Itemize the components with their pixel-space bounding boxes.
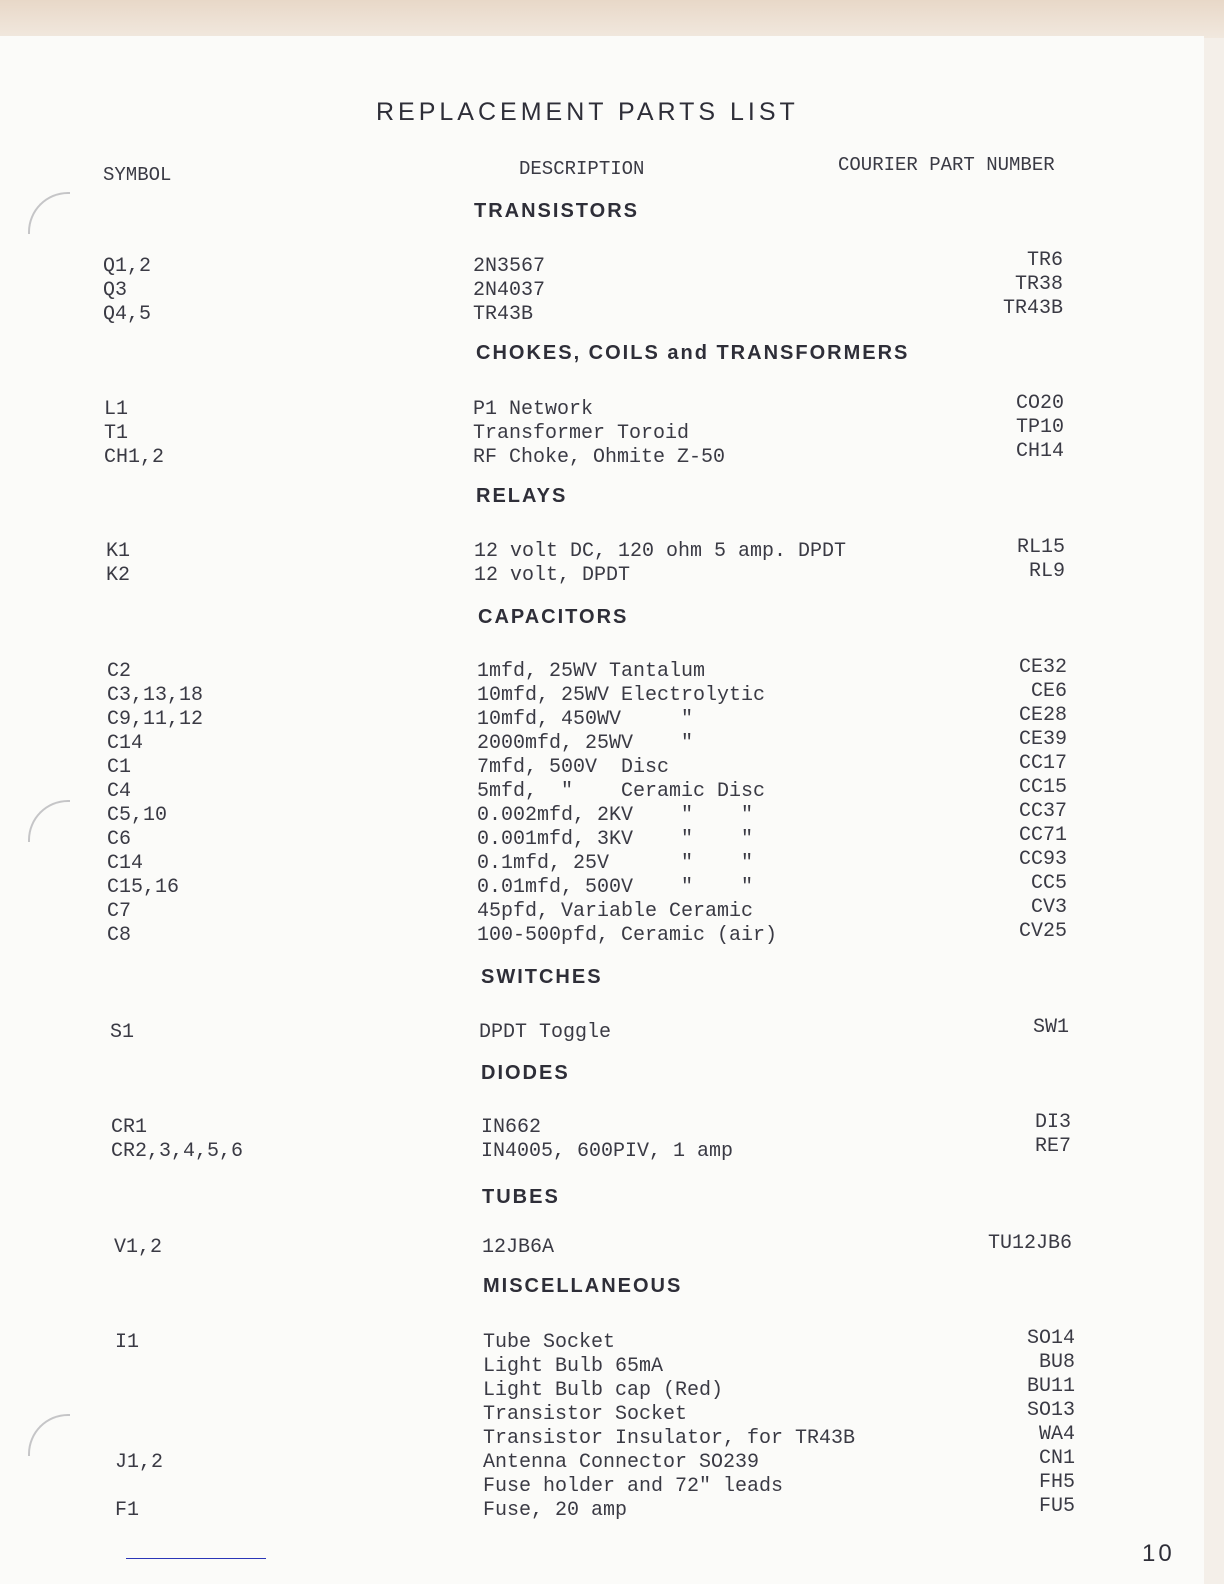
- symbol-cell-column: [106, 540, 130, 588]
- symbol-cell: I1: [115, 1331, 140, 1354]
- part-number-cell: BU8: [1038, 1351, 1075, 1374]
- section-heading: TRANSISTORS: [474, 200, 639, 222]
- symbol-cell: Q4,5: [103, 303, 152, 326]
- scan-top-edge: [0, 0, 1224, 38]
- part-number-cell: CN1: [1038, 1447, 1075, 1470]
- symbol-cell-column: [114, 1236, 162, 1260]
- symbol-cell: C15,16: [107, 876, 180, 899]
- part-number-cell: CO20: [1015, 392, 1064, 415]
- part-number-cell: CE28: [1018, 704, 1067, 727]
- symbol-cell: [115, 1427, 163, 1451]
- description-cell: Antenna Connector SO239: [483, 1451, 760, 1474]
- part-number-cell-column: [932, 1232, 1072, 1256]
- description-cell: Light Bulb cap (Red): [483, 1379, 724, 1402]
- underline-mark: [126, 1558, 266, 1559]
- symbol-cell: V1,2: [114, 1236, 163, 1259]
- symbol-cell: C2: [107, 660, 132, 683]
- description-cell: IN662: [481, 1116, 542, 1139]
- part-number-column-header: COURIER PART NUMBER: [838, 154, 1055, 176]
- part-number-cell: FU5: [1038, 1495, 1075, 1518]
- symbol-cell: C14: [107, 852, 144, 875]
- description-cell: 0.01mfd, 500V " ": [477, 876, 754, 899]
- symbol-cell: Q1,2: [103, 255, 152, 278]
- symbol-cell: [115, 1475, 163, 1499]
- part-number-cell: SO14: [1026, 1327, 1075, 1350]
- part-number-cell: TR43B: [1002, 297, 1063, 320]
- description-cell: RF Choke, Ohmite Z-50: [473, 446, 726, 469]
- symbol-cell: K2: [106, 564, 131, 587]
- part-number-cell: DI3: [1034, 1111, 1071, 1134]
- description-cell: Transistor Insulator, for TR43B: [483, 1427, 856, 1450]
- description-cell: TR43B: [473, 303, 534, 326]
- symbol-cell-column: [115, 1331, 163, 1523]
- part-number-cell: TR38: [1014, 273, 1063, 296]
- description-cell-column: [474, 540, 846, 588]
- part-number-cell: RL15: [1016, 536, 1065, 559]
- description-cell: IN4005, 600PIV, 1 amp: [481, 1140, 734, 1163]
- description-cell: 45pfd, Variable Ceramic: [477, 900, 754, 923]
- symbol-cell: [115, 1403, 163, 1427]
- symbol-cell: [115, 1379, 163, 1403]
- symbol-cell: F1: [115, 1499, 140, 1522]
- part-number-cell: CC5: [1030, 872, 1067, 895]
- part-number-cell-column: [927, 656, 1067, 944]
- description-cell: 100-500pfd, Ceramic (air): [477, 924, 778, 947]
- description-cell: Transformer Toroid: [473, 422, 690, 445]
- part-number-cell: TP10: [1015, 416, 1064, 439]
- description-cell: 0.1mfd, 25V " ": [477, 852, 754, 875]
- symbol-cell-column: [103, 255, 151, 327]
- description-cell: Transistor Socket: [483, 1403, 688, 1426]
- part-number-cell: CC71: [1018, 824, 1067, 847]
- symbol-cell: CR2,3,4,5,6: [111, 1140, 244, 1163]
- part-number-cell: SO13: [1026, 1399, 1075, 1422]
- section-heading: RELAYS: [476, 485, 568, 507]
- description-cell: 12JB6A: [482, 1236, 555, 1259]
- symbol-cell-column: [104, 398, 164, 470]
- part-number-cell: RL9: [1028, 560, 1065, 583]
- part-number-cell: TR6: [1026, 249, 1063, 272]
- part-number-cell: CC17: [1018, 752, 1067, 775]
- part-number-cell: CV3: [1030, 896, 1067, 919]
- part-number-cell: CC15: [1018, 776, 1067, 799]
- part-number-cell: CE39: [1018, 728, 1067, 751]
- part-number-cell: CV25: [1018, 920, 1067, 943]
- symbol-cell: C14: [107, 732, 144, 755]
- symbol-cell: C7: [107, 900, 132, 923]
- description-cell: 1mfd, 25WV Tantalum: [477, 660, 706, 683]
- description-cell: 5mfd, " Ceramic Disc: [477, 780, 766, 803]
- page-title: REPLACEMENT PARTS LIST: [376, 98, 799, 126]
- symbol-cell: C3,13,18: [107, 684, 204, 707]
- symbol-cell: C8: [107, 924, 132, 947]
- part-number-cell: SW1: [1032, 1016, 1069, 1039]
- description-cell: 0.001mfd, 3KV " ": [477, 828, 754, 851]
- description-cell: Tube Socket: [483, 1331, 616, 1354]
- symbol-column-header: SYMBOL: [103, 164, 172, 186]
- description-cell-column: [481, 1116, 733, 1164]
- part-number-cell: CH14: [1015, 440, 1064, 463]
- part-number-cell: TU12JB6: [987, 1232, 1072, 1255]
- section-heading: TUBES: [482, 1186, 560, 1208]
- symbol-cell: CR1: [111, 1116, 148, 1139]
- symbol-cell: CH1,2: [104, 446, 165, 469]
- part-number-cell: WA4: [1038, 1423, 1075, 1446]
- description-cell: DPDT Toggle: [479, 1021, 612, 1044]
- part-number-cell: CE32: [1018, 656, 1067, 679]
- description-cell-column: [479, 1021, 611, 1045]
- part-number-cell-column: [931, 1111, 1071, 1159]
- description-cell-column: [473, 255, 545, 327]
- section-heading: SWITCHES: [481, 966, 603, 988]
- description-cell: 2N4037: [473, 279, 546, 302]
- symbol-cell: C6: [107, 828, 132, 851]
- part-number-cell: FH5: [1038, 1471, 1075, 1494]
- part-number-cell: BU11: [1026, 1375, 1075, 1398]
- symbol-cell: Q3: [103, 279, 128, 302]
- description-cell: Fuse holder and 72" leads: [483, 1475, 784, 1498]
- description-cell: Fuse, 20 amp: [483, 1499, 628, 1522]
- description-cell: Light Bulb 65mA: [483, 1355, 664, 1378]
- part-number-cell-column: [935, 1327, 1075, 1519]
- description-cell: 0.002mfd, 2KV " ": [477, 804, 754, 827]
- description-cell-column: [483, 1331, 855, 1523]
- symbol-cell: C4: [107, 780, 132, 803]
- symbol-cell-column: [111, 1116, 243, 1164]
- part-number-cell-column: [925, 536, 1065, 584]
- description-cell: 12 volt, DPDT: [474, 564, 631, 587]
- description-cell-column: [482, 1236, 554, 1260]
- part-number-cell: RE7: [1034, 1135, 1071, 1158]
- section-heading: MISCELLANEOUS: [483, 1275, 683, 1297]
- section-heading: DIODES: [481, 1062, 570, 1084]
- part-number-cell: CE6: [1030, 680, 1067, 703]
- symbol-cell: T1: [104, 422, 129, 445]
- description-cell: 10mfd, 25WV Electrolytic: [477, 684, 766, 707]
- symbol-cell-column: [107, 660, 203, 948]
- description-column-header: DESCRIPTION: [519, 158, 645, 180]
- description-cell: 12 volt DC, 120 ohm 5 amp. DPDT: [474, 540, 847, 563]
- section-heading: CHOKES, COILS and TRANSFORMERS: [476, 342, 910, 364]
- description-cell: 2N3567: [473, 255, 546, 278]
- symbol-cell: [115, 1355, 163, 1379]
- symbol-cell: C9,11,12: [107, 708, 204, 731]
- part-number-cell-column: [929, 1016, 1069, 1040]
- description-cell: 7mfd, 500V Disc: [477, 756, 670, 779]
- symbol-cell: C5,10: [107, 804, 168, 827]
- section-heading: CAPACITORS: [478, 606, 629, 628]
- symbol-cell: J1,2: [115, 1451, 164, 1474]
- description-cell: P1 Network: [473, 398, 594, 421]
- symbol-cell-column: [110, 1021, 134, 1045]
- symbol-cell: K1: [106, 540, 131, 563]
- description-cell: 2000mfd, 25WV ": [477, 732, 694, 755]
- part-number-cell: CC37: [1018, 800, 1067, 823]
- part-number-cell-column: [923, 249, 1063, 321]
- symbol-cell: L1: [104, 398, 129, 421]
- page-number: 10: [1142, 1540, 1175, 1567]
- description-cell: 10mfd, 450WV ": [477, 708, 694, 731]
- description-cell-column: [477, 660, 777, 948]
- part-number-cell: CC93: [1018, 848, 1067, 871]
- symbol-cell: S1: [110, 1021, 135, 1044]
- part-number-cell-column: [924, 392, 1064, 464]
- description-cell-column: [473, 398, 725, 470]
- symbol-cell: C1: [107, 756, 132, 779]
